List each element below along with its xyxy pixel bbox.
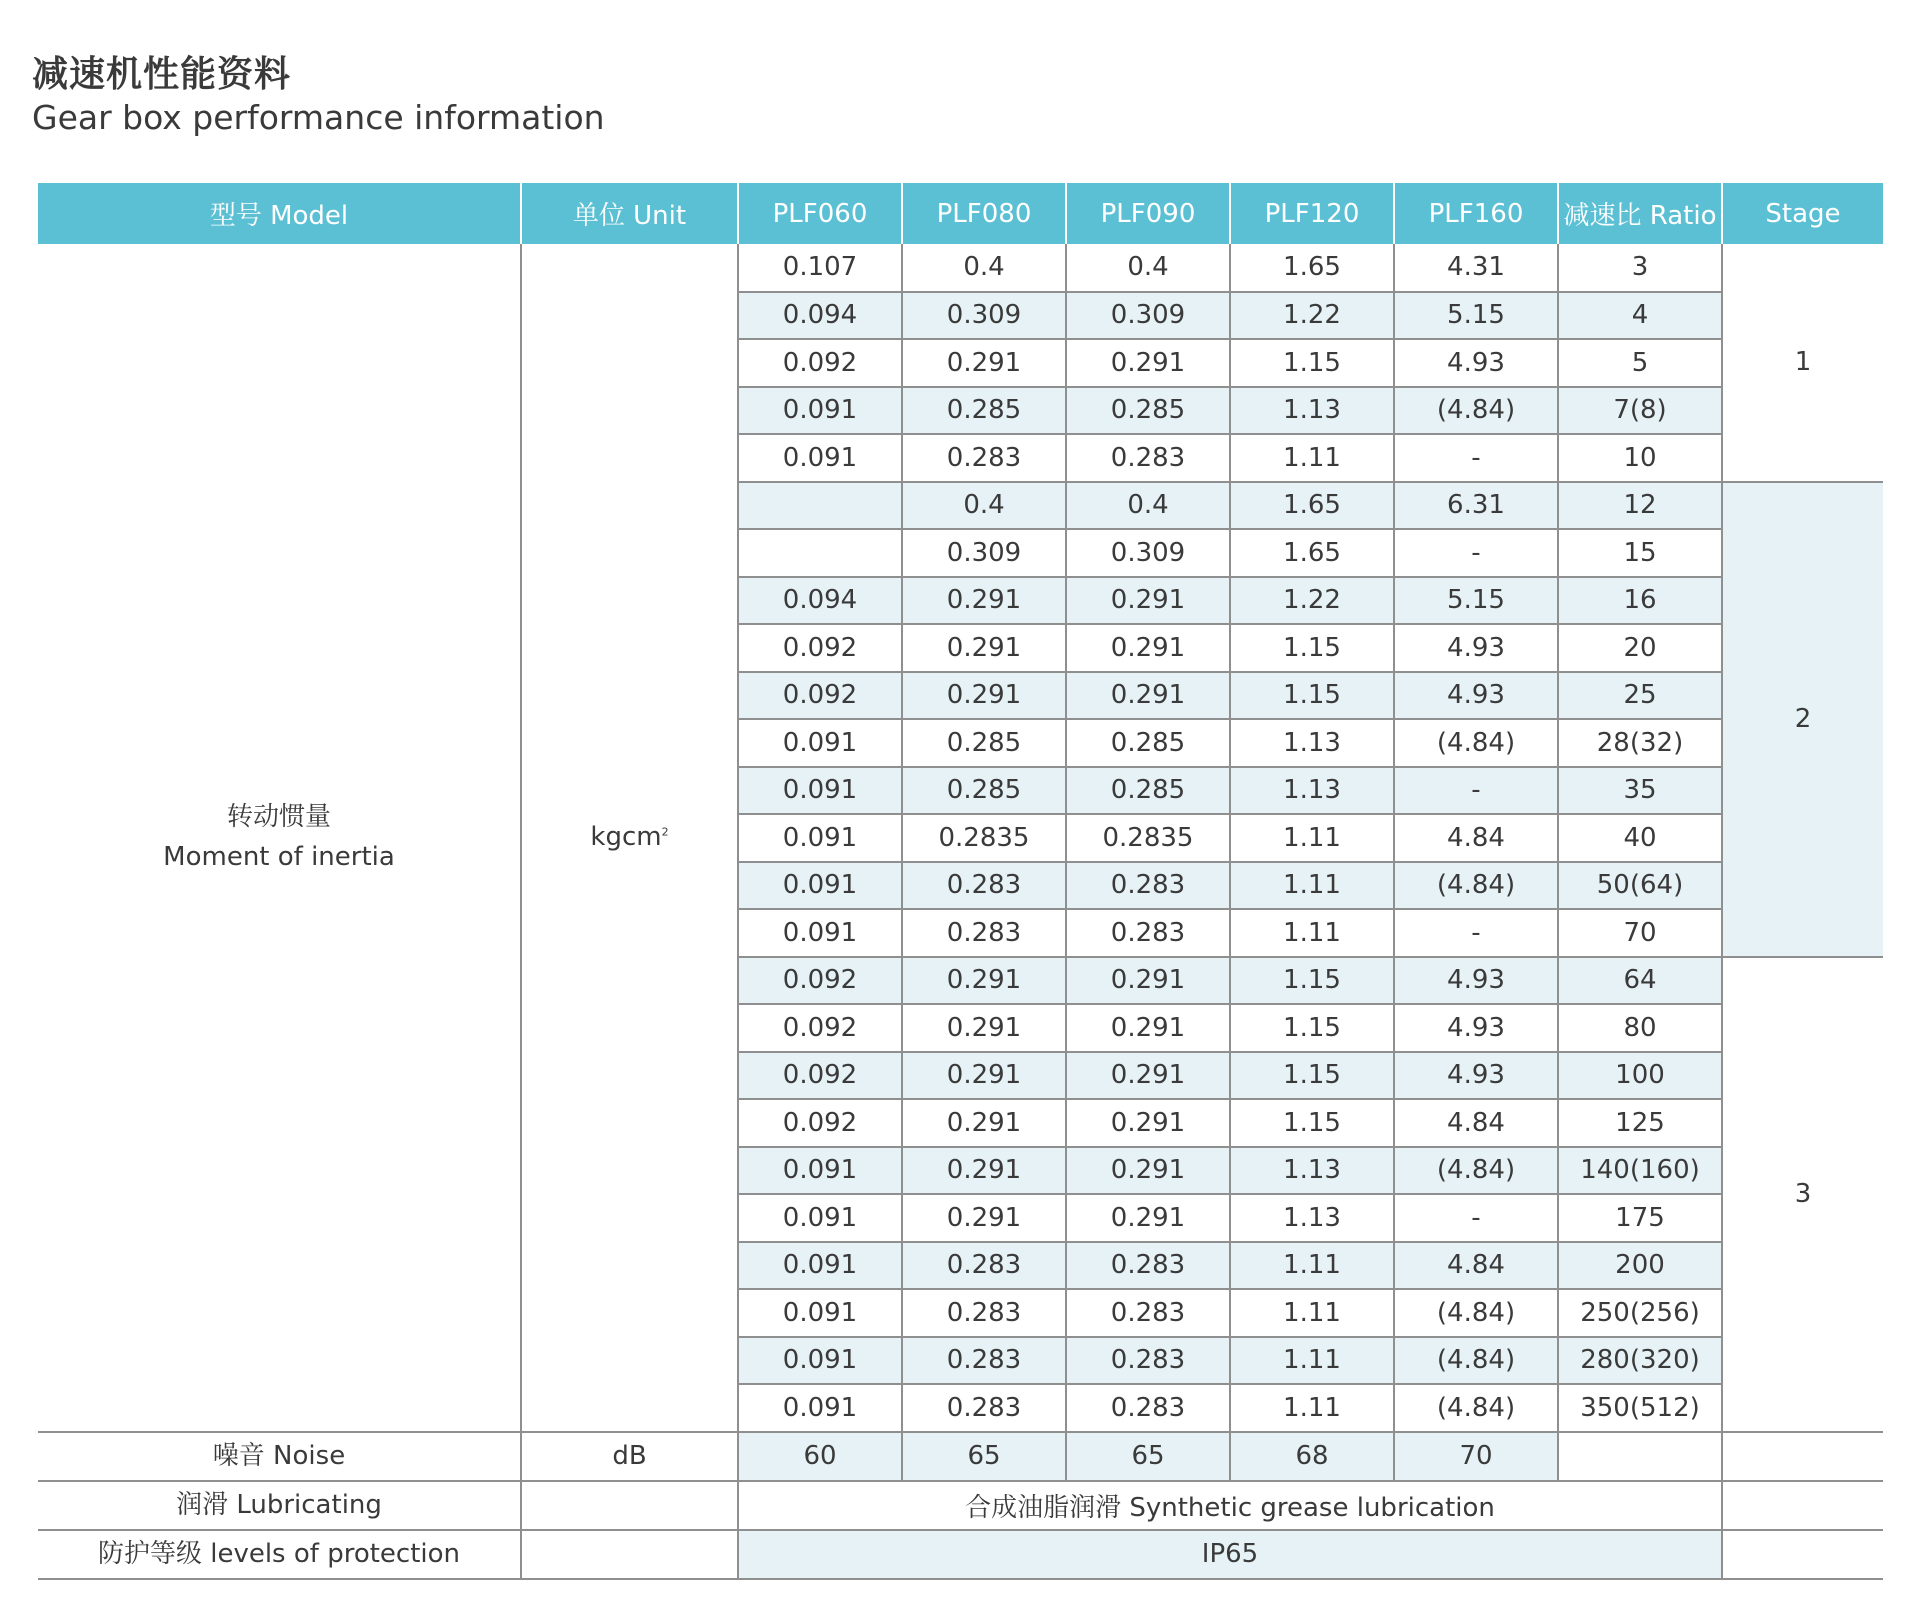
table-cell: 0.283 [902,909,1066,957]
table-cell: 0.091 [738,1194,902,1242]
table-cell: 0.283 [902,1384,1066,1432]
protection-unit-empty [521,1530,738,1579]
lubricating-stage-empty [1722,1481,1883,1530]
table-cell: 4.93 [1394,957,1558,1005]
table-cell: 1.13 [1230,1147,1394,1195]
ratio-cell: 15 [1558,529,1722,577]
ratio-cell: 280(320) [1558,1337,1722,1385]
table-cell: 0.091 [738,862,902,910]
ratio-cell: 3 [1558,244,1722,292]
header-ratio: 减速比 Ratio [1558,183,1722,244]
page-title: 减速机性能资料 [32,54,292,95]
noise-cell: 68 [1230,1432,1394,1481]
protection-stage-empty [1722,1530,1883,1579]
table-cell: 0.285 [902,387,1066,435]
header-model-col: PLF160 [1394,183,1558,244]
ratio-cell: 4 [1558,292,1722,340]
table-cell: 0.091 [738,434,902,482]
table-cell: 0.091 [738,1384,902,1432]
table-cell: 0.092 [738,1052,902,1100]
table-cell: 0.091 [738,1289,902,1337]
table-cell: 0.283 [902,1289,1066,1337]
table-cell: 0.091 [738,1147,902,1195]
table-cell: 0.091 [738,719,902,767]
table-cell: 1.11 [1230,1242,1394,1290]
table-cell: 4.84 [1394,1099,1558,1147]
table-cell: 0.283 [902,434,1066,482]
ratio-cell: 16 [1558,577,1722,625]
table-cell: 0.309 [902,292,1066,340]
table-cell: 1.15 [1230,1099,1394,1147]
table-cell: 1.22 [1230,577,1394,625]
table-cell: 0.283 [1066,434,1230,482]
inertia-label-en: Moment of inertia [163,842,395,873]
table-cell: 0.291 [1066,1052,1230,1100]
table-cell: 0.092 [738,1004,902,1052]
table-cell: (4.84) [1394,1147,1558,1195]
table-cell: 0.2835 [902,814,1066,862]
table-cell: 0.091 [738,387,902,435]
table-cell: 1.13 [1230,387,1394,435]
ratio-cell: 100 [1558,1052,1722,1100]
ratio-cell: 28(32) [1558,719,1722,767]
noise-cell: 65 [902,1432,1066,1481]
table-cell: 0.283 [902,862,1066,910]
table-cell: - [1394,1194,1558,1242]
table-cell: 0.283 [1066,1242,1230,1290]
table-cell: 0.092 [738,1099,902,1147]
table-cell: 0.291 [1066,1099,1230,1147]
table-cell: 0.283 [1066,1289,1230,1337]
table-cell: 1.11 [1230,909,1394,957]
ratio-cell: 350(512) [1558,1384,1722,1432]
table-cell: 0.092 [738,339,902,387]
table-cell: 5.15 [1394,577,1558,625]
table-cell: 0.291 [1066,672,1230,720]
ratio-cell: 70 [1558,909,1722,957]
table-cell: 1.15 [1230,1052,1394,1100]
table-cell: 0.091 [738,814,902,862]
table-cell: 0.4 [902,244,1066,292]
table-cell: 0.283 [902,1242,1066,1290]
page-subtitle: Gear box performance information [32,98,605,137]
table-cell: 1.11 [1230,1289,1394,1337]
table-cell: 1.15 [1230,624,1394,672]
table-cell: 0.285 [902,767,1066,815]
table-cell: (4.84) [1394,719,1558,767]
table-cell: 0.291 [902,624,1066,672]
table-cell: 0.107 [738,244,902,292]
table-cell: 0.291 [1066,957,1230,1005]
table-cell: 0.094 [738,577,902,625]
table-cell: 1.11 [1230,814,1394,862]
table-cell: 0.091 [738,1337,902,1385]
lubricating-value: 合成油脂润滑 Synthetic grease lubrication [738,1481,1722,1530]
table-cell: 1.22 [1230,292,1394,340]
table-cell: - [1394,529,1558,577]
table-cell: 5.15 [1394,292,1558,340]
table-cell: 0.4 [902,482,1066,530]
noise-unit: dB [521,1432,738,1481]
table-cell: 0.291 [902,1194,1066,1242]
table-cell: 0.291 [902,1004,1066,1052]
ratio-cell: 250(256) [1558,1289,1722,1337]
table-cell [738,482,902,530]
noise-label: 噪音 Noise [38,1432,521,1481]
header-model: 型号 Model [38,183,521,244]
table-cell: 0.091 [738,1242,902,1290]
table-cell: 0.291 [1066,1194,1230,1242]
ratio-cell: 40 [1558,814,1722,862]
ratio-cell: 175 [1558,1194,1722,1242]
ratio-cell: 12 [1558,482,1722,530]
table-cell: 1.15 [1230,957,1394,1005]
inertia-unit [521,244,738,1432]
table-cell: 0.291 [902,339,1066,387]
table-row [38,244,1883,292]
ratio-cell: 200 [1558,1242,1722,1290]
table-cell: 6.31 [1394,482,1558,530]
table-cell: 1.65 [1230,529,1394,577]
table-cell: 4.84 [1394,814,1558,862]
protection-row [38,1530,1883,1579]
table-cell: 1.65 [1230,244,1394,292]
ratio-cell: 140(160) [1558,1147,1722,1195]
lubricating-row [38,1481,1883,1530]
header-row [38,183,1883,244]
table-cell: 1.15 [1230,1004,1394,1052]
table-cell: 1.65 [1230,482,1394,530]
table-cell: - [1394,434,1558,482]
table-cell: 0.283 [1066,909,1230,957]
table-cell: 1.11 [1230,1384,1394,1432]
stage-cell: 2 [1722,482,1883,957]
ratio-cell: 20 [1558,624,1722,672]
ratio-cell: 25 [1558,672,1722,720]
table-cell: (4.84) [1394,862,1558,910]
table-cell: 1.11 [1230,862,1394,910]
table-cell: 4.93 [1394,624,1558,672]
table-cell: 0.291 [1066,577,1230,625]
table-cell: - [1394,767,1558,815]
table-cell: 0.285 [1066,767,1230,815]
table-cell: 0.291 [902,957,1066,1005]
table-cell: 0.092 [738,957,902,1005]
table-cell: 1.11 [1230,1337,1394,1385]
header-model-col: PLF080 [902,183,1066,244]
table-cell: 1.15 [1230,339,1394,387]
ratio-cell: 5 [1558,339,1722,387]
table-cell: 0.4 [1066,482,1230,530]
table-cell: 0.309 [1066,292,1230,340]
table-cell: 0.291 [1066,339,1230,387]
table-cell: 0.285 [902,719,1066,767]
table-cell: 0.4 [1066,244,1230,292]
lubricating-label: 润滑 Lubricating [38,1481,521,1530]
stage-cell: 3 [1722,957,1883,1432]
table-cell: 0.291 [902,1052,1066,1100]
table-cell: 1.13 [1230,719,1394,767]
ratio-cell: 50(64) [1558,862,1722,910]
table-cell: 0.2835 [1066,814,1230,862]
table-body [38,244,1883,1579]
table-cell: 0.291 [902,1147,1066,1195]
table-cell: 0.291 [1066,624,1230,672]
table-cell: 0.283 [1066,1384,1230,1432]
header-model-col: PLF090 [1066,183,1230,244]
header-unit: 单位 Unit [521,183,738,244]
inertia-label-cn: 转动惯量 [226,802,331,833]
noise-ratio-empty [1558,1432,1722,1481]
table-cell: 0.291 [902,672,1066,720]
table-cell: 0.285 [1066,719,1230,767]
performance-table [38,183,1883,1580]
ratio-cell: 10 [1558,434,1722,482]
table-cell: 1.11 [1230,434,1394,482]
inertia-unit-text: kgcm [590,822,662,853]
ratio-cell: 125 [1558,1099,1722,1147]
table-cell: 4.93 [1394,1004,1558,1052]
ratio-cell: 64 [1558,957,1722,1005]
table-cell: 0.291 [902,1099,1066,1147]
ratio-cell: 80 [1558,1004,1722,1052]
table-cell: (4.84) [1394,387,1558,435]
table-cell: (4.84) [1394,1289,1558,1337]
table-cell: (4.84) [1394,1337,1558,1385]
table-cell: 1.13 [1230,767,1394,815]
table-cell: 0.094 [738,292,902,340]
table-cell: 0.092 [738,672,902,720]
lubricating-unit-empty [521,1481,738,1530]
table-cell: 4.31 [1394,244,1558,292]
noise-stage-empty [1722,1432,1883,1481]
table-cell: 0.291 [902,577,1066,625]
table-cell: 0.091 [738,767,902,815]
table-cell: 0.291 [1066,1147,1230,1195]
inertia-label [38,244,521,1432]
ratio-cell: 35 [1558,767,1722,815]
table-cell: 0.291 [1066,1004,1230,1052]
table-cell: - [1394,909,1558,957]
noise-cell: 60 [738,1432,902,1481]
ratio-cell: 7(8) [1558,387,1722,435]
table-cell: 4.93 [1394,672,1558,720]
noise-cell: 70 [1394,1432,1558,1481]
table-cell: 0.092 [738,624,902,672]
table-cell: 4.84 [1394,1242,1558,1290]
table-cell: 4.93 [1394,1052,1558,1100]
table-cell: 0.309 [1066,529,1230,577]
table-cell: 1.13 [1230,1194,1394,1242]
protection-label: 防护等级 levels of protection [38,1530,521,1579]
table-cell: 0.285 [1066,387,1230,435]
table-cell: (4.84) [1394,1384,1558,1432]
table-cell: 0.309 [902,529,1066,577]
header-model-col: PLF120 [1230,183,1394,244]
noise-row [38,1432,1883,1481]
header-stage: Stage [1722,183,1883,244]
protection-value: IP65 [738,1530,1722,1579]
noise-cell: 65 [1066,1432,1230,1481]
table-cell: 0.091 [738,909,902,957]
table-cell: 4.93 [1394,339,1558,387]
table-cell: 0.283 [1066,862,1230,910]
stage-cell: 1 [1722,244,1883,482]
inertia-unit-exponent: 2 [661,825,669,839]
table-cell: 0.283 [902,1337,1066,1385]
table-cell: 1.15 [1230,672,1394,720]
table-cell: 0.283 [1066,1337,1230,1385]
table-cell [738,529,902,577]
header-model-col: PLF060 [738,183,902,244]
